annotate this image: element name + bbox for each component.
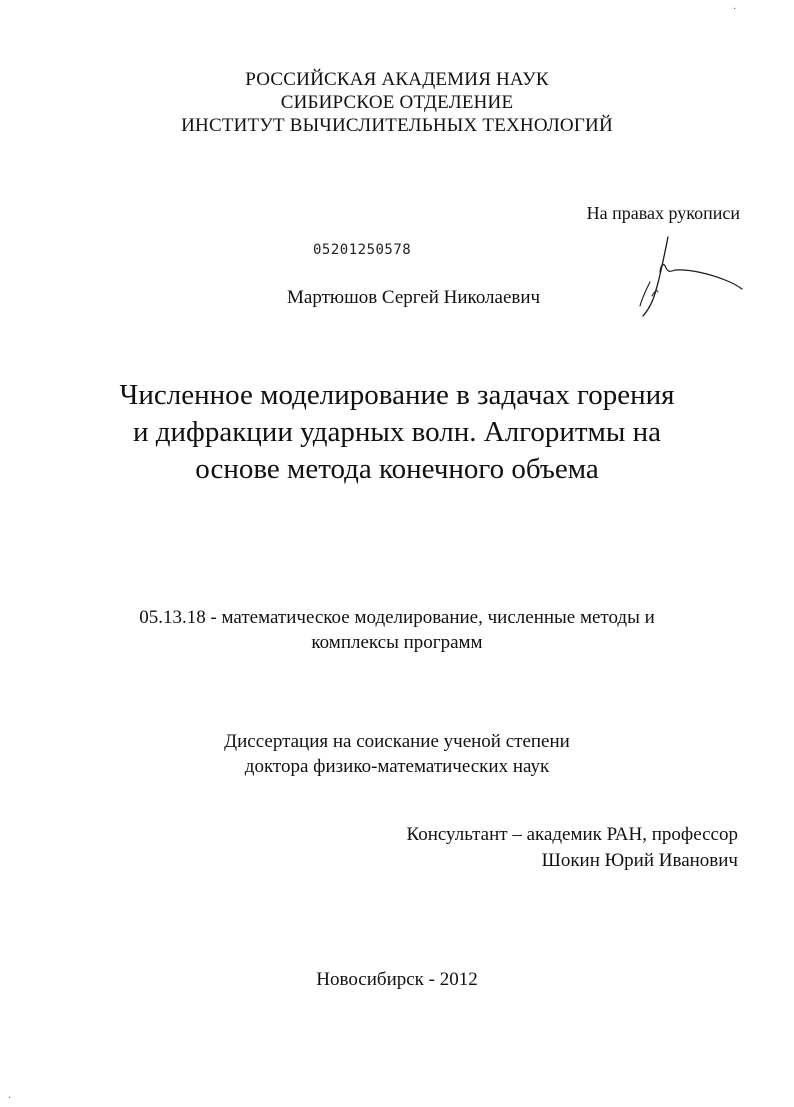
scan-mark-top: · <box>733 4 737 15</box>
degree-line-1: Диссертация на соискание ученой степени <box>224 731 570 752</box>
scan-mark-bottom: · <box>8 1093 12 1104</box>
consultant-line-2: Шокин Юрий Иванович <box>541 850 738 871</box>
title-line-1: Численное моделирование в задачах горения <box>119 379 675 411</box>
catalog-code: 05201250578 <box>313 242 412 258</box>
org-line-institute: ИНСТИТУТ ВЫЧИСЛИТЕЛЬНЫХ ТЕХНОЛОГИЙ <box>181 115 613 136</box>
author-name: Мартюшов Сергей Николаевич <box>287 287 541 308</box>
specialty-line-1: 05.13.18 - математическое моделирование, численные методы и <box>139 607 655 628</box>
specialty-line-2: комплексы программ <box>311 632 483 653</box>
org-line-academy: РОССИЙСКАЯ АКАДЕМИЯ НАУК <box>245 69 549 90</box>
consultant-line-1: Консультант – академик РАН, профессор <box>406 824 738 845</box>
dissertation-title <box>0 377 794 488</box>
title-line-3: основе метода конечного объема <box>195 453 599 485</box>
degree-statement <box>0 729 794 779</box>
specialty <box>0 605 794 655</box>
city-year: Новосибирск - 2012 <box>316 969 478 990</box>
title-line-2: и дифракции ударных волн. Алгоритмы на <box>132 416 662 448</box>
organization-header <box>0 68 794 137</box>
degree-line-2: доктора физико-математических наук <box>244 756 550 777</box>
org-line-branch: СИБИРСКОЕ ОТДЕЛЕНИЕ <box>280 92 514 113</box>
manuscript-note: На правах рукописи <box>586 203 740 223</box>
consultant <box>406 822 738 874</box>
signature-icon <box>630 232 745 322</box>
